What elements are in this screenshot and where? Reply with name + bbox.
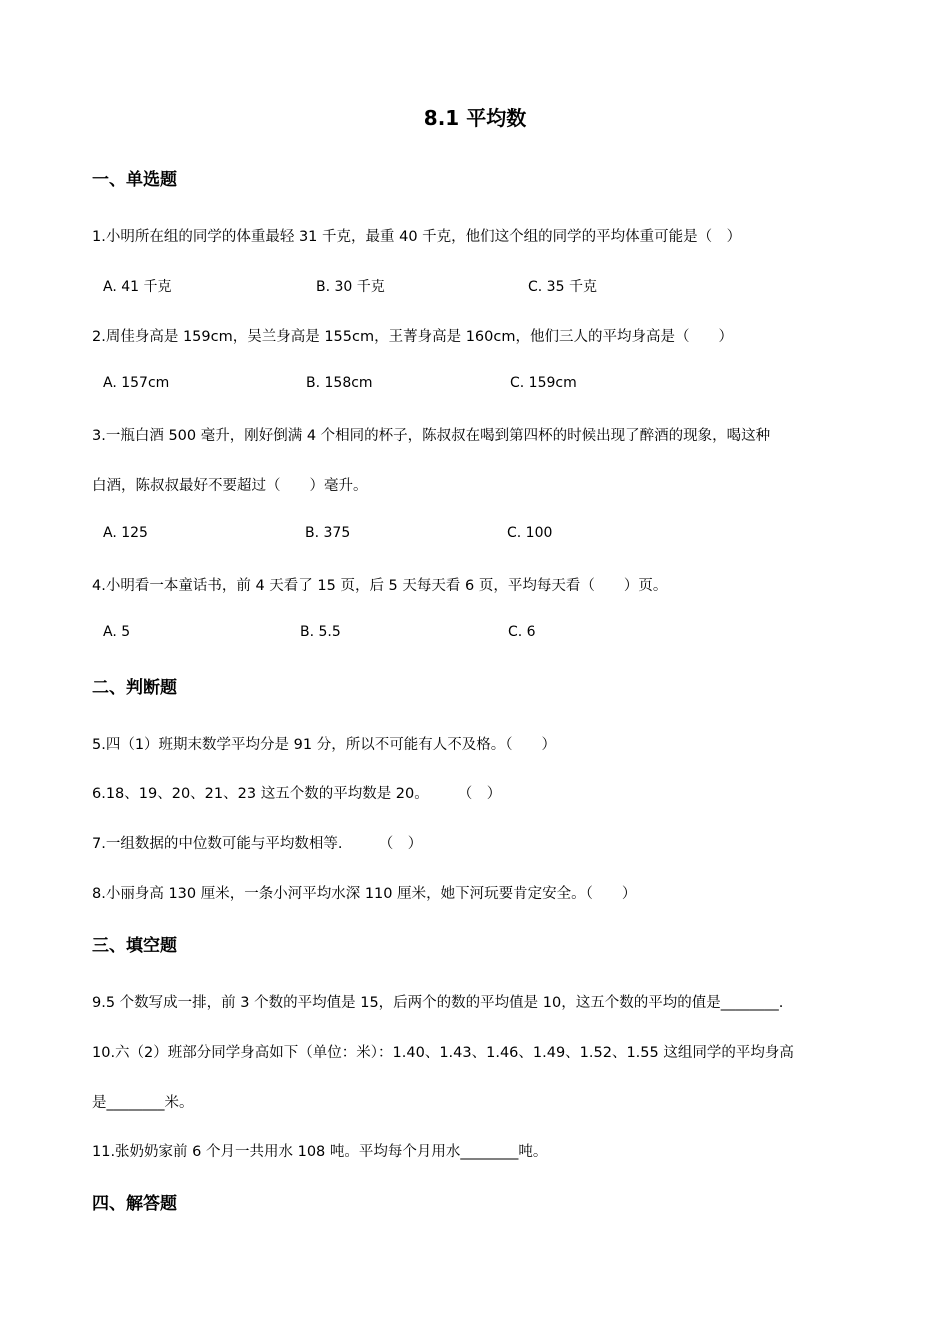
question-9: 9.5 个数写成一排，前 3 个数的平均值是 15，后两个的数的平均值是 10，这五个数的平均的值是________. bbox=[92, 995, 784, 1011]
question-6: 6.18、19、20、21、23 这五个数的平均数是 20。 （ ） bbox=[92, 786, 502, 802]
section-heading-solve: 四、解答题 bbox=[92, 1194, 177, 1214]
q1-option-a: A. 41 千克 bbox=[103, 279, 172, 295]
q2-option-c: C. 159cm bbox=[510, 375, 577, 391]
q4-option-b: B. 5.5 bbox=[300, 624, 341, 640]
section-heading-single-choice: 一、单选题 bbox=[92, 170, 177, 190]
section-heading-fill-blank: 三、填空题 bbox=[92, 936, 177, 956]
question-1: 1.小明所在组的同学的体重最轻 31 千克，最重 40 千克，他们这个组的同学的平均体重可能是（ ） bbox=[92, 229, 742, 245]
question-10-continued: 是________米。 bbox=[92, 1095, 194, 1111]
question-7: 7.一组数据的中位数可能与平均数相等. （ ） bbox=[92, 836, 423, 852]
q1-option-b: B. 30 千克 bbox=[316, 279, 385, 295]
q3-option-b: B. 375 bbox=[305, 525, 351, 541]
q3-option-c: C. 100 bbox=[507, 525, 553, 541]
question-10: 10.六（2）班部分同学身高如下（单位：米）：1.40、1.43、1.46、1.49、1.52、1.55 这组同学的平均身高 bbox=[92, 1045, 794, 1061]
section-heading-true-false: 二、判断题 bbox=[92, 678, 177, 698]
question-4: 4.小明看一本童话书，前 4 天看了 15 页，后 5 天每天看 6 页，平均每天看（ ）页。 bbox=[92, 578, 668, 594]
q2-option-a: A. 157cm bbox=[103, 375, 170, 391]
question-5: 5.四（1）班期末数学平均分是 91 分，所以不可能有人不及格。（ ） bbox=[92, 737, 556, 753]
page-title: 8.1 平均数 bbox=[423, 106, 527, 130]
q3-option-a: A. 125 bbox=[103, 525, 148, 541]
question-2: 2.周佳身高是 159cm，吴兰身高是 155cm，王菁身高是 160cm，他们三人的平均身高是（ ） bbox=[92, 329, 733, 345]
question-3-continued: 白酒，陈叔叔最好不要超过（ ）毫升。 bbox=[92, 478, 368, 494]
q4-option-a: A. 5 bbox=[103, 624, 131, 640]
q1-option-c: C. 35 千克 bbox=[528, 279, 597, 295]
question-3: 3.一瓶白酒 500 毫升，刚好倒满 4 个相同的杯子，陈叔叔在喝到第四杯的时候出现了醉酒的现象，喝这种 bbox=[92, 428, 771, 444]
q4-option-c: C. 6 bbox=[508, 624, 536, 640]
question-8: 8.小丽身高 130 厘米，一条小河平均水深 110 厘米，她下河玩要肯定安全。（ ） bbox=[92, 886, 637, 902]
q2-option-b: B. 158cm bbox=[306, 375, 373, 391]
question-11: 11.张奶奶家前 6 个月一共用水 108 吨。平均每个月用水________吨。 bbox=[92, 1144, 548, 1160]
